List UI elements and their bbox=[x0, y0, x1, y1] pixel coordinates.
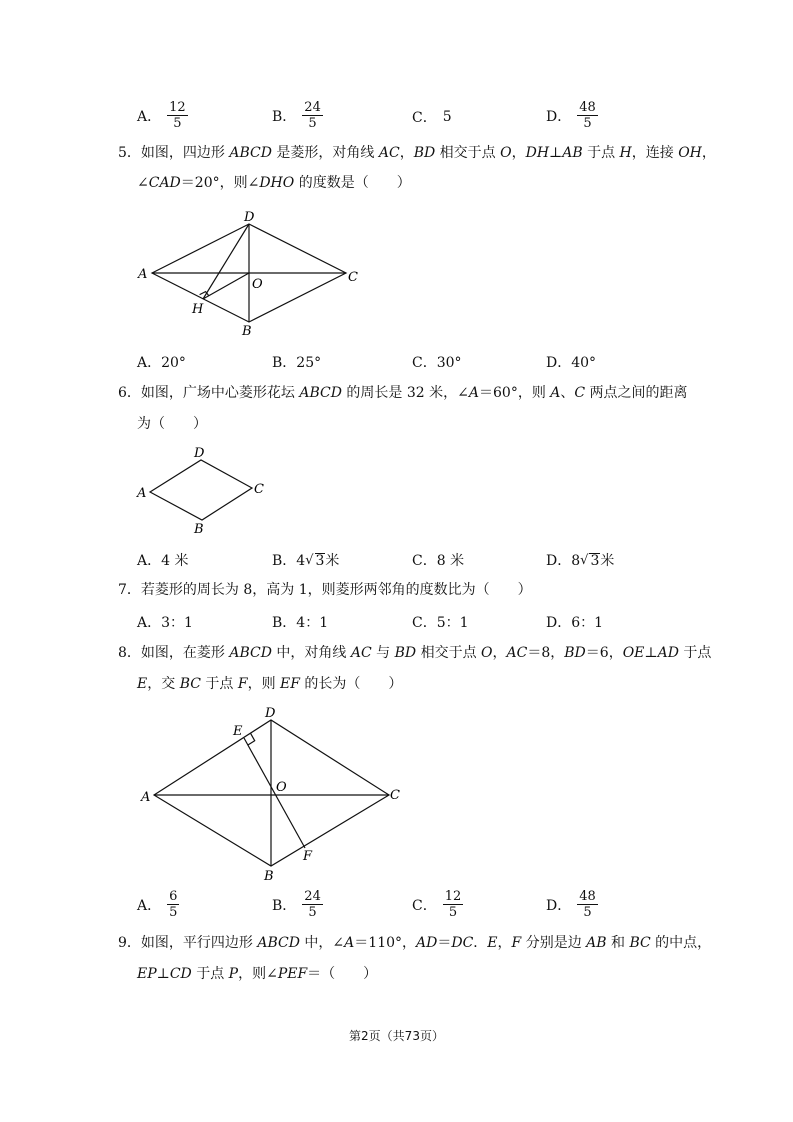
label-o: O bbox=[276, 780, 287, 795]
q5-option-b: B．25° bbox=[272, 355, 322, 371]
right-angle-mark bbox=[248, 734, 255, 745]
q5-option-d: D．40° bbox=[546, 355, 597, 371]
q4-option-d: D． $\frac{48}{5}$ bbox=[546, 100, 596, 131]
q6-option-c: C．8 米 bbox=[412, 553, 465, 569]
label-c: C bbox=[254, 482, 264, 497]
label-b: B bbox=[194, 522, 204, 537]
q6-option-d: D．8 √ 3 米 bbox=[546, 552, 615, 569]
q5-option-c: C．30° bbox=[412, 355, 462, 371]
label-a: A bbox=[141, 790, 151, 805]
fraction: $\frac{12}{5}$ bbox=[169, 100, 186, 131]
q5-stem-line2: ∠CAD＝20°，则∠DHO 的度数是（ ） bbox=[137, 175, 411, 191]
q9-stem-line1: 9．如图，平行四边形 ABCD 中，∠A＝110°，AD＝DC．E，F 分别是边 AB 和 BC 的中点， bbox=[118, 935, 712, 951]
q7-option-a: A．3：1 bbox=[137, 615, 193, 631]
label-f: F bbox=[303, 849, 313, 864]
q8-rhombus-figure bbox=[130, 700, 420, 890]
q5-stem-line1: 5．如图，四边形 ABCD 是菱形，对角线 AC，BD 相交于点 O，DH⊥AB 于点 H，连接 OH， bbox=[118, 145, 716, 161]
fraction: $\frac{12}{5}$ bbox=[444, 889, 462, 920]
q8-option-d: D． $\frac{48}{5}$ bbox=[546, 889, 596, 920]
label-d: D bbox=[244, 210, 255, 225]
q8-stem-line2: E，交 BC 于点 F，则 EF 的长为（ ） bbox=[137, 676, 403, 692]
q7-option-d: D．6：1 bbox=[546, 615, 604, 631]
label-c: C bbox=[390, 788, 400, 803]
q5-option-a: A．20° bbox=[137, 355, 186, 371]
label-b: B bbox=[242, 324, 252, 339]
page-footer: 第2页（共73页） bbox=[349, 1029, 444, 1043]
label-e: E bbox=[233, 724, 243, 739]
label-b: B bbox=[264, 869, 274, 884]
q4-option-c: C． 5 bbox=[412, 109, 452, 126]
q4-option-b: B． $\frac{24}{5}$ bbox=[272, 100, 321, 131]
q5-rhombus-figure bbox=[130, 200, 370, 345]
label-c: C bbox=[348, 270, 358, 285]
label-d: D bbox=[194, 446, 205, 461]
label-h: H bbox=[192, 302, 204, 317]
q9-stem-line2: EP⊥CD 于点 P，则∠PEF＝（ ） bbox=[137, 966, 378, 982]
q8-stem-line1: 8．如图，在菱形 ABCD 中，对角线 AC 与 BD 相交于点 O，AC＝8，BD＝6，OE⊥AD 于点 bbox=[118, 645, 712, 661]
segment-oh bbox=[203, 273, 249, 299]
label-d: D bbox=[265, 706, 276, 721]
q7-stem: 7．若菱形的周长为 8，高为 1，则菱形两邻角的度数比为（ ） bbox=[118, 582, 532, 598]
rhombus-outline bbox=[150, 460, 252, 520]
q7-option-b: B．4：1 bbox=[272, 615, 329, 631]
fraction: $\frac{6}{5}$ bbox=[169, 889, 178, 920]
fraction: $\frac{48}{5}$ bbox=[579, 100, 596, 131]
q6-rhombus-figure bbox=[130, 440, 280, 540]
q6-stem-line1: 6．如图，广场中心菱形花坛 ABCD 的周长是 32 米，∠A＝60°，则 A、C 两点之间的距离 bbox=[118, 385, 688, 401]
q6-stem-line2: 为（ ） bbox=[137, 416, 207, 432]
fraction: $\frac{24}{5}$ bbox=[304, 889, 321, 920]
fraction: $\frac{48}{5}$ bbox=[579, 889, 596, 920]
q4-option-a: A． $\frac{12}{5}$ bbox=[137, 100, 186, 131]
label-o: O bbox=[252, 277, 263, 292]
q6-option-a: A．4 米 bbox=[137, 553, 189, 569]
q6-option-b: B．4 √ 3 米 bbox=[272, 552, 340, 569]
label-a: A bbox=[138, 267, 148, 282]
q8-option-c: C． $\frac{12}{5}$ bbox=[412, 889, 462, 920]
segment-ef bbox=[244, 738, 305, 848]
q8-option-b: B． $\frac{24}{5}$ bbox=[272, 889, 321, 920]
q7-option-c: C．5：1 bbox=[412, 615, 469, 631]
q8-option-a: A． $\frac{6}{5}$ bbox=[137, 889, 178, 920]
label-a: A bbox=[137, 486, 147, 501]
fraction: $\frac{24}{5}$ bbox=[304, 100, 321, 131]
